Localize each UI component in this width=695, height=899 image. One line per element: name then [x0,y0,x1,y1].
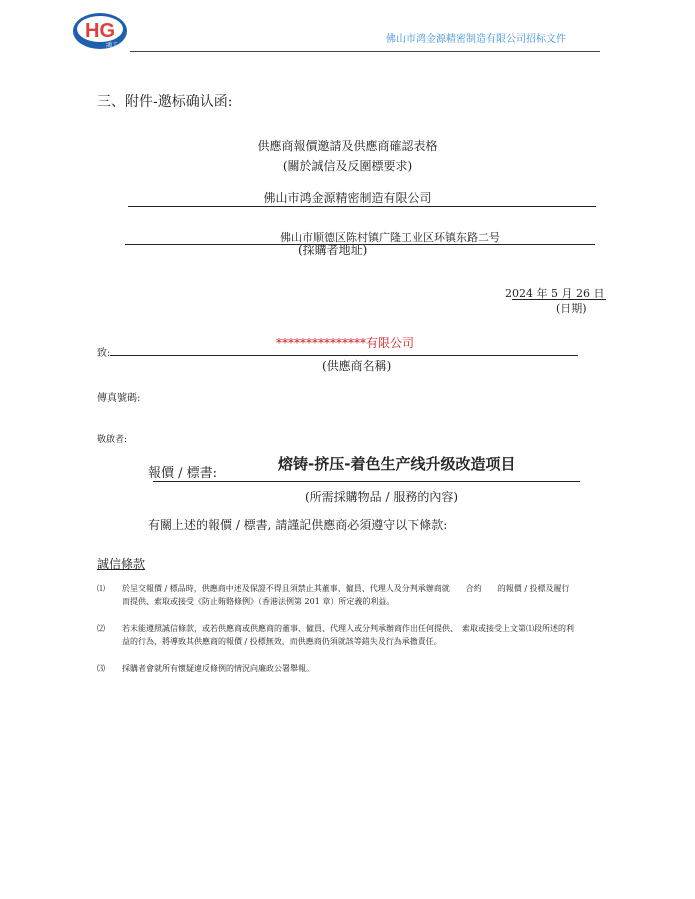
form-subtitle: (關於誠信及反圍標要求) [282,159,413,173]
document-header-company: 佛山市鸿金源精密制造有限公司招标文件 [386,34,566,45]
project-caption: (所需採購物品 / 服務的內容) [305,490,459,504]
logo-letters: HG [85,20,115,42]
project-name: 熔铸-挤压-着色生产线升级改造项目 [278,455,516,473]
fax-number-label: 傳真號碼: [97,393,141,404]
clause-text: 採購者會就所有懷疑違反條例的情況向廉政公署舉報。 [122,664,314,673]
to-label: 致: [97,348,111,359]
clause-text: 若未能遵照誠信條款，或若供應商或供應商的董事、僱員、代理人或分判承辦商作出任何提供、 索取或接受上文第⑴段所述的利益的行為，將導致其供應商的報價 / 投標無效，而供應商仍須就該等錯失及行為承擔責任。 [122,624,574,646]
purchaser-address-label: (採購者地址) [298,243,368,257]
tender-label: 報價 / 標書: [148,466,218,481]
purchaser-name-underline [128,206,596,207]
clause-text: 於呈交報價 / 標品時，供應商中述及保證不得且須禁止其董事、僱員、代理人及分判承辦商就 合約 的報價 / 投標及履行而提供、索取或接受《防止賄賂條例》（香港法例第 201 章）所定義的利益。 [122,584,570,606]
header-divider [130,51,600,52]
supplier-name-label: (供應商名稱) [322,359,392,373]
section-title: 三、附件-邀标确认函: [97,94,233,110]
supplier-name-underline [110,355,578,356]
purchaser-name: 佛山市鸿金源精密制造有限公司 [263,191,432,205]
logo-subtext: 鴻工 [105,42,119,49]
date-label: (日期) [556,302,587,315]
supplier-name: ***************有限公司 [276,336,415,350]
terms-intro: 有關上述的報價 / 標書, 請謹記供應商必須遵守以下條款: [148,518,448,532]
purchaser-address: 佛山市顺德区陈村镇广隆工业区环镇东路二号 [280,231,500,244]
form-title: 供應商報價邀請及供應商確認表格 [257,139,438,153]
company-logo [72,12,128,50]
date-value: 2024 年 5 月 26 日 [505,287,605,300]
salutation: 敬啟者: [97,435,128,445]
clause-number: ⑴ [97,584,105,593]
integrity-clause-heading: 誠信條款 [97,557,146,571]
clause-number: ⑶ [97,664,105,673]
project-name-underline [153,481,580,482]
clause-number: ⑵ [97,624,105,633]
